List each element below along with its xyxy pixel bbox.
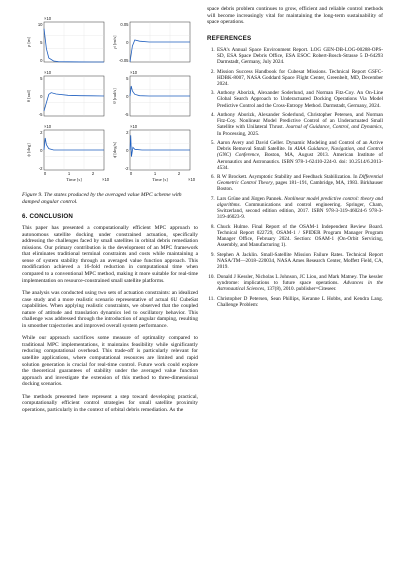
states-plot-grid <box>22 10 198 190</box>
y-axis-label: ϕ̇ [deg/s] <box>112 141 117 159</box>
y-tick-label: -0.05 <box>118 58 129 63</box>
x-tick-label: 1 <box>153 171 157 176</box>
y-tick-label: 0 <box>40 58 43 63</box>
series-line-ρ̇ <box>130 40 190 62</box>
conclusion-paragraph-1: This paper has presented a computationally efficient MPC approach to autonomous satellite docking under constrained actuation, specifically addressing the challenges faced by small satellites in orbital debris remediation missions. Our primary contribution is the development of an MPC framework that eliminates traditional terminal constraints and costs while maintaining a sense of system stability through an averaged value function approach. This modification achieved a 16-fold reduction in computational time when compared to a conventional MPC method, making it more suitable for real-time implementation on resource-constrained small satellite platforms. <box>22 225 198 284</box>
conclusion-continuation: space debris problem continues to grow, efficient and reliable control methods will become increasingly vital for maintaining the long-term sustainability of space operations. <box>207 6 383 26</box>
reference-text: ESA’s Annual Space Environment Report. LOG GEN-DB-LOG-00288-OPS-SD, ESA Space Debris Office, ESA ESOC Robert-Bosch-Strasse 5 D-64293 Darmstadt, Germany, July 2024. <box>217 46 383 65</box>
reference-item <box>216 274 383 292</box>
y-axis-label: ρ̇ [m/s] <box>112 35 117 49</box>
series-line-ρ <box>44 29 104 62</box>
x-tick-label: 1 <box>67 171 71 176</box>
conclusion-heading: 6. CONCLUSION <box>22 213 74 221</box>
right-column <box>207 6 383 312</box>
y-tick-label: -5 <box>124 112 129 117</box>
y-exponent-label: ×10 <box>44 70 52 75</box>
series-line-ϕ <box>44 138 104 150</box>
y-axis-label: ρ [m] <box>26 36 31 48</box>
reference-text: Nonlinear model predictive control: theory and algorithms <box>217 196 383 209</box>
reference-item <box>216 196 383 220</box>
y-tick-label: 0 <box>126 94 129 99</box>
y-tick-label: 5 <box>40 76 43 81</box>
y-tick-label: 5 <box>40 40 43 45</box>
reference-text: Donald J Kessler, Nicholas L Johnson, JC Liou, and Mark Matney. The kessler syndrome: implications to future space operations. <box>217 273 383 287</box>
reference-text: Mission Success Handbook for Cubesat Missions. Technical Report GSFC-HDBK-8007, NASA Goddard Space Flight Center, Greenbelt, MD, December 2024. <box>217 68 383 87</box>
conclusion-paragraph-4: The methods presented here represent a step toward developing practical, computationally efficient control strategies for small satellite proximity operations, particularly in the context of orbital debris remediation. As the <box>22 393 198 413</box>
y-tick-label: 0 <box>40 94 43 99</box>
y-exponent-label: ×10 <box>130 124 138 129</box>
y-tick-label: 0 <box>40 148 43 153</box>
x-axis-label: Time [s] <box>66 177 82 182</box>
references-list <box>207 47 383 308</box>
y-tick-label: 2 <box>126 130 129 135</box>
x-tick-label: 2 <box>177 171 181 176</box>
left-column <box>22 10 198 419</box>
conclusion-paragraph-3: While our approach sacrifices some measure of optimality compared to traditional MPC implementations, it maintains feasibility while significantly reducing computational overhead. This trade-off is particularly relevant for satellite applications, where computational resources are limited and rapid solution generation is crucial for real-time control. Future work could explore the theoretical guarantees of stability under the averaged value function approach and investigate the extension of this method to three-dimensional docking scenarios. <box>22 335 198 388</box>
reference-item <box>216 252 383 270</box>
reference-text: , In Processing, 2025. <box>217 124 383 137</box>
reference-item <box>216 296 383 308</box>
x-exponent-label: ×10 <box>188 177 196 182</box>
plot-frame <box>44 22 104 62</box>
reference-text: Stephen A Jacklin. Small-Satellite Mission Failure Rates. Technical Report NASA/TM—2018–220034, NASA Ames Research Center, Moffett Field, CA, 2019. <box>217 252 383 271</box>
reference-text: , Boston, MA, August 2013. American Institute of Aeronautics and Astronautics. ISBN 978-1-62410-224-0. doi: 10.2514/6.2013-4534. <box>217 152 384 171</box>
y-exponent-label: ×10 <box>130 70 138 75</box>
reference-item <box>216 112 383 136</box>
y-tick-label: -2 <box>124 166 129 171</box>
reference-text: Lars Grüne and Jürgen Pannek. <box>217 196 285 203</box>
series-line-θ̇ <box>130 86 190 96</box>
reference-text: Christopher D Petersen, Sean Phillips, Keranne L Hobbs, and Kendra Lang. Challenge Problem: <box>217 295 383 308</box>
reference-text: Anthony Aborizk, Alexander Soderlund, and Norman Fitz-Coy. An On-Line Global Search Approach to Underactuated Docking Operations Via Model Predictive Control and the Cross-Entropy Method. Darmstadt, Germany, 2024. <box>217 90 383 109</box>
reference-item <box>216 90 383 108</box>
y-axis-label: θ̇ [rad/s] <box>112 88 117 104</box>
y-tick-label: 0 <box>126 148 129 153</box>
reference-item <box>216 69 383 87</box>
y-tick-label: 2 <box>40 130 43 135</box>
y-tick-label: 0 <box>126 40 129 45</box>
y-tick-label: -2 <box>38 166 43 171</box>
reference-text: R W Brockett. Asymptotic Stability and Feedback Stabilization. In <box>217 174 359 181</box>
reference-text: Advances in the Astronautical Sciences <box>217 280 383 293</box>
y-exponent-label: ×10 <box>44 16 52 21</box>
reference-text: Differential Geometric Control Theory <box>217 174 383 187</box>
reference-text: , 137(8), 2010. publisher=Citeseer. <box>264 286 337 293</box>
x-axis-label: Time [s] <box>152 177 168 182</box>
references-heading: REFERENCES <box>207 34 252 42</box>
reference-item <box>216 140 383 170</box>
reference-text: AIAA Guidance, Navigation, and Control (GNC) Conference <box>217 146 384 159</box>
x-tick-label: 2 <box>91 171 95 176</box>
y-tick-label: 5 <box>126 76 129 81</box>
x-exponent-label: ×10 <box>102 177 110 182</box>
y-axis-label: ϕ [deg] <box>26 143 31 157</box>
reference-text: , pages 181–191, Cambridge, MA, 1983. Birkhauser Boston. <box>217 180 383 193</box>
reference-text: . Communications and control engineering. Springer, Cham, Switzerland, second edition edition, 2017. ISBN 978-3-319-46024-6 978-3-319-46023-9. <box>217 202 383 221</box>
series-line-ϕ̇ <box>130 135 190 156</box>
reference-text: Journal of Guidance, Control, and Dynamics <box>285 124 382 131</box>
y-axis-label: θ [rad] <box>26 89 31 103</box>
conclusion-paragraph-2: The analysis was conducted using two sets of actuation constraints: an idealized case study and a more realistic scenario representative of actual 6U CubeSat capabilities. When applying realistic constraints, we observed that the coupled nature of attitude and translation dynamics led to oscillatory behavior. This challenge was addressed through the introduction of angular damping, resulting in smoother trajectories and improved overall system performance. <box>22 290 198 329</box>
x-tick-label: 0 <box>129 171 133 176</box>
y-tick-label: 10 <box>37 22 43 27</box>
reference-text: Aaron Avery and David Geller. Dynamic Modeling and Control of an Active Debris Removal Small Satellite. In <box>217 140 383 153</box>
states-figure <box>22 10 198 190</box>
reference-text: Anthony Aborizk, Alexander Soderlund, Christopher Petersen, and Norman Fitz-Coy. Nonlinear Model Predictive Control of an Underactuated Small Satellite with Unilateral Thrust. <box>217 112 383 131</box>
reference-item <box>216 47 383 65</box>
y-tick-label: -5 <box>38 112 43 117</box>
x-tick-label: 0 <box>43 171 47 176</box>
y-exponent-label: ×10 <box>44 124 52 129</box>
reference-item <box>216 224 383 248</box>
y-tick-label: 0.05 <box>120 22 129 27</box>
series-line-θ <box>44 93 104 111</box>
reference-item <box>216 174 383 192</box>
reference-text: Chuck Hulme. Final Report of the OSAM-1 Independent Review Board. Technical Report 022729, OSAM-1 / SPIDER Program Manager Program Manager Office, February 2024. Section: OSAM-1 (On-Orbit Servicing, Assembly, and Manufacturing 1). <box>217 224 383 249</box>
figure-caption: Figure 9. The states produced by the averaged value MPC scheme with damped angular control. <box>22 192 182 205</box>
